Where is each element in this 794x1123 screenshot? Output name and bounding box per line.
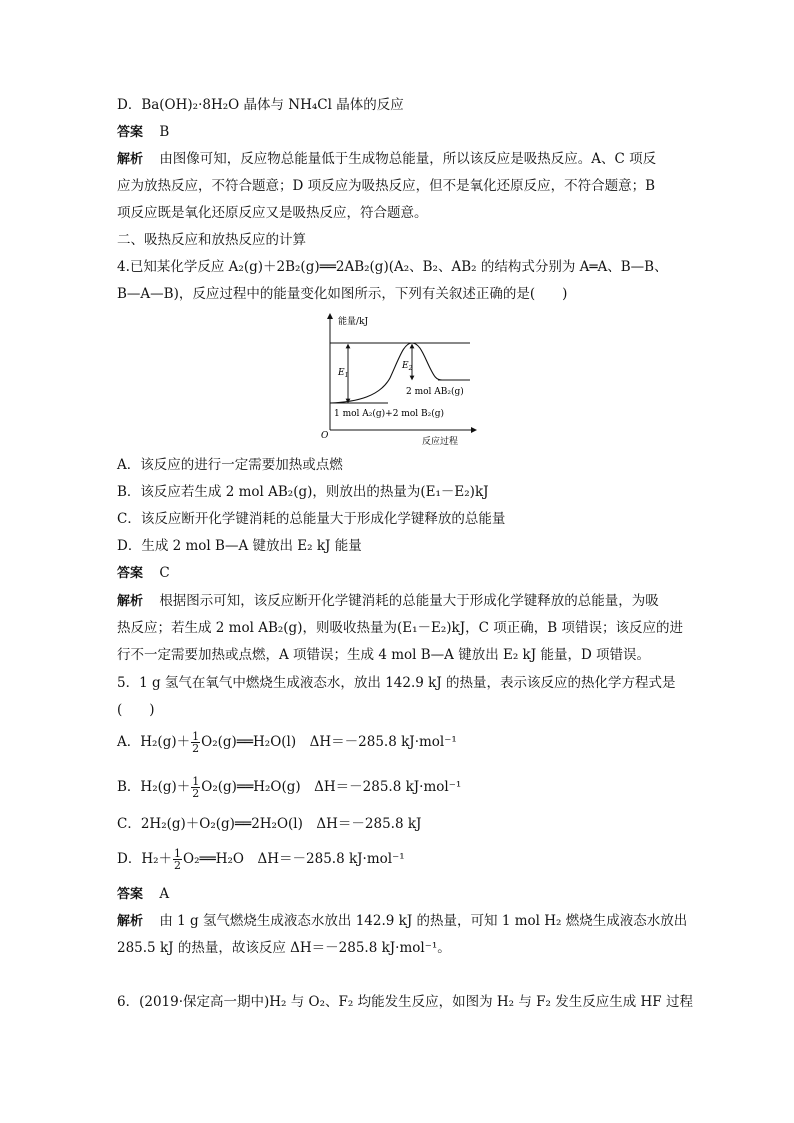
x-axis-label: 反应过程 [422,437,459,447]
q4-stem-line-1: 4.已知某化学反应 A₂(g)＋2B₂(g)══2AB₂(g)(A₂、B₂、AB₂ 的结构式分别为 A═A、B—B、 [117,259,668,275]
analysis-text: 由图像可知，反应物总能量低于生成物总能量，所以该反应是吸热反应。A、C 项反 [159,151,657,167]
option-d-prefix: D．H₂＋ [117,851,173,867]
reactant-label: 1 mol A₂(g)+2 mol B₂(g) [334,409,444,419]
q5-option-c: C．2H₂(g)＋O₂(g)══2H₂O(l) ΔH＝－285.8 kJ [117,816,422,832]
q5-analysis-line-2: 285.5 kJ 的热量，故该反应 ΔH＝－285.8 kJ·mol⁻¹。 [117,940,451,956]
q4-analysis-line-2: 热反应；若生成 2 mol AB₂(g)，则吸收热量为(E₁－E₂)kJ，C 项正确，B 项错误；该反应的进 [117,620,683,636]
y-axis-label: 能量/kJ [338,317,369,327]
q4-answer-row [117,564,170,583]
answer-value: A [159,886,170,902]
q3-analysis-line-1 [117,150,656,169]
energy-diagram [318,312,478,450]
origin-label: O [321,431,329,441]
q4-option-c: C．该反应断开化学键消耗的总能量大于形成化学键释放的总能量 [117,511,506,527]
analysis-label: 解析 [117,914,144,929]
product-label: 2 mol AB₂(g) [406,387,464,397]
q5-stem-line-2: ( ) [117,702,155,718]
q5-stem-line-1: 5．1 g 氢气在氧气中燃烧生成液态水，放出 142.9 kJ 的热量，表示该反应的热化学方程式是 [117,675,676,691]
q3-analysis-line-2: 应为放热反应，不符合题意；D 项反应为吸热反应，但不是氧化还原反应，不符合题意；B [117,178,656,194]
q5-option-a [117,731,457,754]
answer-label: 答案 [117,125,144,140]
answer-value: C [159,565,170,581]
q4-stem-line-2: B—A—B)，反应过程中的能量变化如图所示，下列有关叙述正确的是( ) [117,286,568,302]
answer-label: 答案 [117,887,144,902]
e1-label: $E_1$ [338,368,349,379]
e2-label: $E_2$ [402,361,413,372]
option-a-prefix: A．H₂(g)＋ [117,734,191,750]
q3-option-d: D．Ba(OH)₂·8H₂O 晶体与 NH₄Cl 晶体的反应 [117,97,404,113]
analysis-label: 解析 [117,152,144,167]
section-heading: 二、吸热反应和放热反应的计算 [117,232,306,248]
q3-analysis-line-3: 项反应既是氧化还原反应又是吸热反应，符合题意。 [117,205,428,221]
option-b-suffix: O₂(g)══H₂O(g) ΔH＝－285.8 kJ·mol⁻¹ [201,779,462,795]
option-a-suffix: O₂(g)══H₂O(l) ΔH＝－285.8 kJ·mol⁻¹ [201,734,457,750]
q4-option-d: D．生成 2 mol B—A 键放出 E₂ kJ 能量 [117,538,362,554]
option-b-prefix: B．H₂(g)＋ [117,779,191,795]
q3-answer-row [117,123,169,142]
q6-stem-line-1: 6．(2019·保定高一期中)H₂ 与 O₂、F₂ 均能发生反应，如图为 H₂ 与 F₂ 发生反应生成 HF 过程 [117,994,693,1010]
q5-option-b [117,776,461,799]
analysis-text: 由 1 g 氢气燃烧生成液态水放出 142.9 kJ 的热量，可知 1 mol H₂ 燃烧生成液态水放出 [159,913,688,929]
answer-value: B [159,124,170,140]
q4-analysis-line-1 [117,592,659,611]
q4-option-a: A．该反应的进行一定需要加热或点燃 [117,457,343,473]
analysis-text: 根据图示可知，该反应断开化学键消耗的总能量大于形成化学键释放的总能量，为吸 [159,593,659,609]
q5-analysis-line-1 [117,912,687,931]
q5-option-d [117,848,405,871]
analysis-label: 解析 [117,594,144,609]
q4-option-b: B．该反应若生成 2 mol AB₂(g)，则放出的热量为(E₁－E₂)kJ [117,484,489,500]
answer-label: 答案 [117,566,144,581]
q5-answer-row [117,885,169,904]
half-fraction: $\frac{1}{2}$ [174,847,182,872]
q4-analysis-line-3: 行不一定需要加热或点燃，A 项错误；生成 4 mol B—A 键放出 E₂ kJ 能量，D 项错误。 [117,647,651,663]
half-fraction: $\frac{1}{2}$ [192,775,200,800]
half-fraction: $\frac{1}{2}$ [192,730,200,755]
option-d-suffix: O₂══H₂O ΔH＝－285.8 kJ·mol⁻¹ [183,851,405,867]
